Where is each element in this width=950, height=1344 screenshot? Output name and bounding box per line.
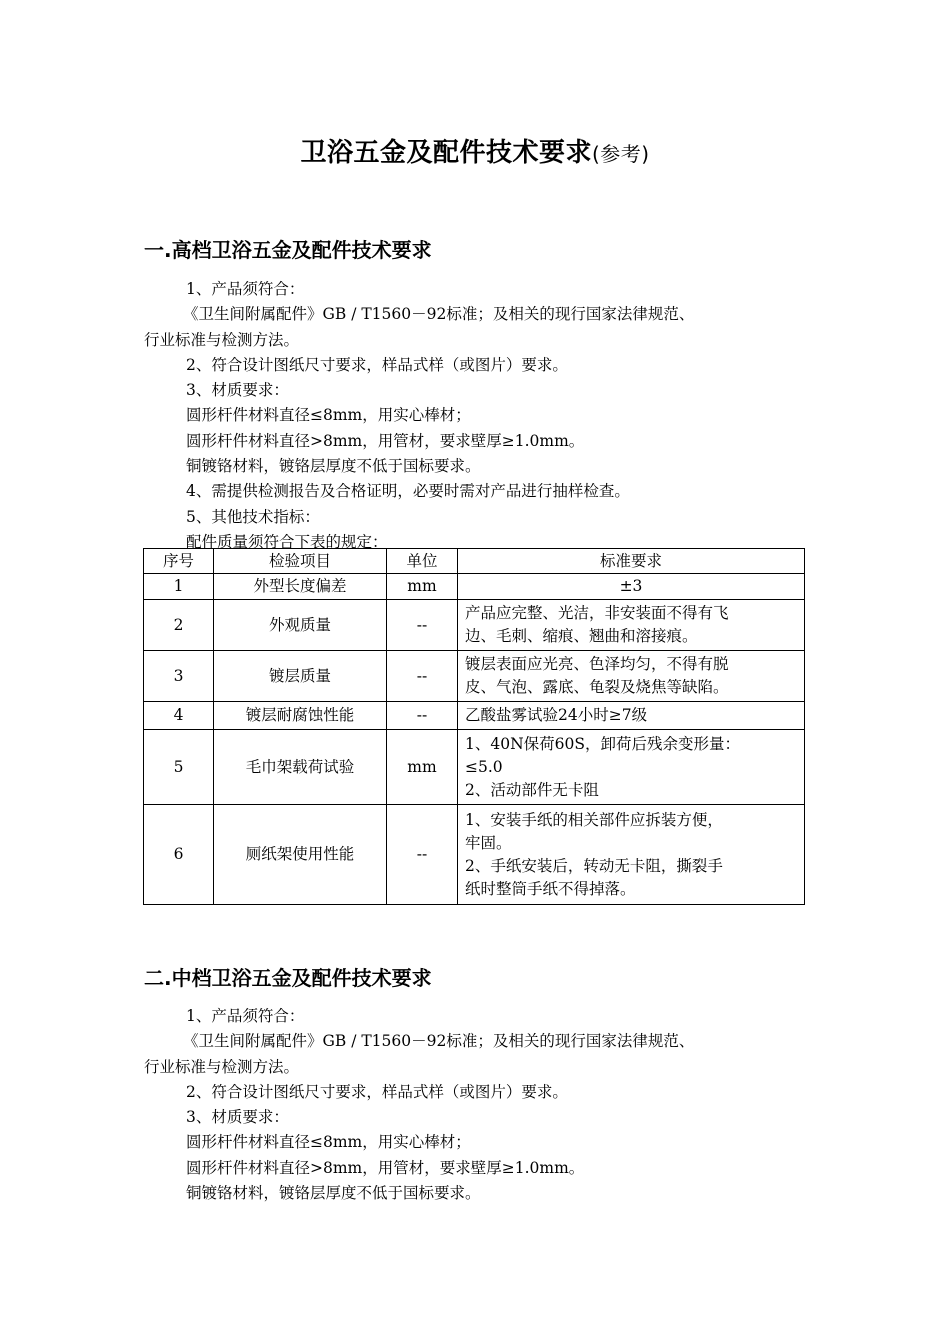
table-row bbox=[144, 805, 805, 905]
table-row bbox=[144, 702, 805, 730]
section-1-line-8: 铜镀铬材料，镀铬层厚度不低于国标要求。 bbox=[186, 457, 481, 476]
row-unit: -- bbox=[387, 702, 458, 730]
section-2-line-6: 圆形杆件材料直径≤8mm，用实心棒材； bbox=[186, 1133, 471, 1152]
row-item: 外观质量 bbox=[214, 600, 387, 651]
row-requirement bbox=[458, 805, 805, 905]
section-1-line-11: 配件质量须符合下表的规定： bbox=[186, 532, 388, 551]
spec-table-header-row bbox=[144, 549, 805, 574]
requirement-line: 边、毛刺、缩痕、翘曲和溶接痕。 bbox=[465, 627, 698, 645]
section-1-line-7: 圆形杆件材料直径>8mm，用管材，要求壁厚≥1.0mm。 bbox=[186, 431, 585, 450]
row-item: 厕纸架使用性能 bbox=[214, 805, 387, 905]
section-1-body bbox=[144, 277, 808, 555]
requirement-line: 1、40N保荷60S，卸荷后残余变形量： bbox=[465, 734, 740, 753]
row-unit: -- bbox=[387, 805, 458, 905]
section-2-line-5: 3、材质要求： bbox=[186, 1108, 289, 1127]
row-unit: mm bbox=[387, 730, 458, 805]
row-no: 3 bbox=[144, 651, 214, 702]
header-unit: 单位 bbox=[387, 549, 458, 574]
section-1-line-10: 5、其他技术指标： bbox=[186, 507, 320, 526]
requirement-line: 乙酸盐雾试验24小时≥7级 bbox=[465, 706, 648, 724]
section-1-line-9: 4、需提供检测报告及合格证明，必要时需对产品进行抽样检查。 bbox=[186, 482, 630, 501]
row-no: 1 bbox=[144, 574, 214, 600]
section-2-heading: 二.中档卫浴五金及配件技术要求 bbox=[144, 966, 432, 990]
header-no: 序号 bbox=[144, 549, 214, 574]
requirement-line: 2、手纸安装后，转动无卡阻，撕裂手 bbox=[465, 856, 723, 875]
row-no: 5 bbox=[144, 730, 214, 805]
requirement-line: ≤5.0 bbox=[465, 757, 503, 776]
document-title-suffix: (参考) bbox=[591, 142, 650, 166]
requirement-line: ±3 bbox=[619, 577, 643, 595]
header-item: 检验项目 bbox=[214, 549, 387, 574]
row-no: 2 bbox=[144, 600, 214, 651]
requirement-line: 镀层表面应光亮、色泽均匀，不得有脱 bbox=[465, 655, 729, 673]
row-unit: mm bbox=[387, 574, 458, 600]
row-unit: -- bbox=[387, 600, 458, 651]
row-requirement bbox=[458, 702, 805, 730]
section-1-line-1: 1、产品须符合： bbox=[186, 280, 305, 298]
section-1-heading: 一.高档卫浴五金及配件技术要求 bbox=[144, 238, 432, 262]
section-1-line-6: 圆形杆件材料直径≤8mm，用实心棒材； bbox=[186, 406, 471, 425]
document-title-main: 卫浴五金及配件技术要求 bbox=[300, 138, 592, 168]
requirement-line: 纸时整筒手纸不得掉落。 bbox=[465, 879, 636, 898]
row-requirement bbox=[458, 651, 805, 702]
section-2-line-8: 铜镀铬材料，镀铬层厚度不低于国标要求。 bbox=[186, 1184, 481, 1203]
section-1-line-2: 《卫生间附属配件》GB / T1560－92标准；及相关的现行国家法律规范、 bbox=[183, 305, 695, 324]
requirement-line: 牢固。 bbox=[465, 833, 512, 852]
section-1-line-4: 2、符合设计图纸尺寸要求，样品式样（或图片）要求。 bbox=[186, 355, 568, 374]
row-item: 镀层耐腐蚀性能 bbox=[214, 702, 387, 730]
row-requirement bbox=[458, 574, 805, 600]
row-item: 镀层质量 bbox=[214, 651, 387, 702]
section-2-line-7: 圆形杆件材料直径>8mm，用管材，要求壁厚≥1.0mm。 bbox=[186, 1158, 585, 1177]
row-requirement bbox=[458, 730, 805, 805]
row-requirement bbox=[458, 600, 805, 651]
table-row bbox=[144, 600, 805, 651]
section-2-line-4: 2、符合设计图纸尺寸要求，样品式样（或图片）要求。 bbox=[186, 1082, 568, 1101]
section-2-line-1: 1、产品须符合： bbox=[186, 1007, 305, 1025]
row-no: 4 bbox=[144, 702, 214, 730]
row-unit: -- bbox=[387, 651, 458, 702]
row-item: 毛巾架载荷试验 bbox=[214, 730, 387, 805]
requirement-line: 2、活动部件无卡阻 bbox=[465, 780, 599, 799]
requirement-line: 1、安装手纸的相关部件应拆装方便， bbox=[465, 810, 723, 829]
section-2-body bbox=[144, 1004, 808, 1206]
section-2-line-3: 行业标准与检测方法。 bbox=[144, 1057, 300, 1076]
spec-table bbox=[143, 548, 805, 905]
section-1-line-3: 行业标准与检测方法。 bbox=[144, 330, 300, 349]
table-row bbox=[144, 730, 805, 805]
table-row bbox=[144, 574, 805, 600]
section-1-line-5: 3、材质要求： bbox=[186, 381, 289, 400]
document-title bbox=[0, 136, 950, 171]
requirement-line: 皮、气泡、露底、龟裂及烧焦等缺陷。 bbox=[465, 678, 729, 696]
row-no: 6 bbox=[144, 805, 214, 905]
row-item: 外型长度偏差 bbox=[214, 574, 387, 600]
header-requirement: 标准要求 bbox=[458, 549, 805, 574]
table-row bbox=[144, 651, 805, 702]
section-2-line-2: 《卫生间附属配件》GB / T1560－92标准；及相关的现行国家法律规范、 bbox=[183, 1032, 695, 1051]
requirement-line: 产品应完整、光洁，非安装面不得有飞 bbox=[465, 604, 729, 622]
